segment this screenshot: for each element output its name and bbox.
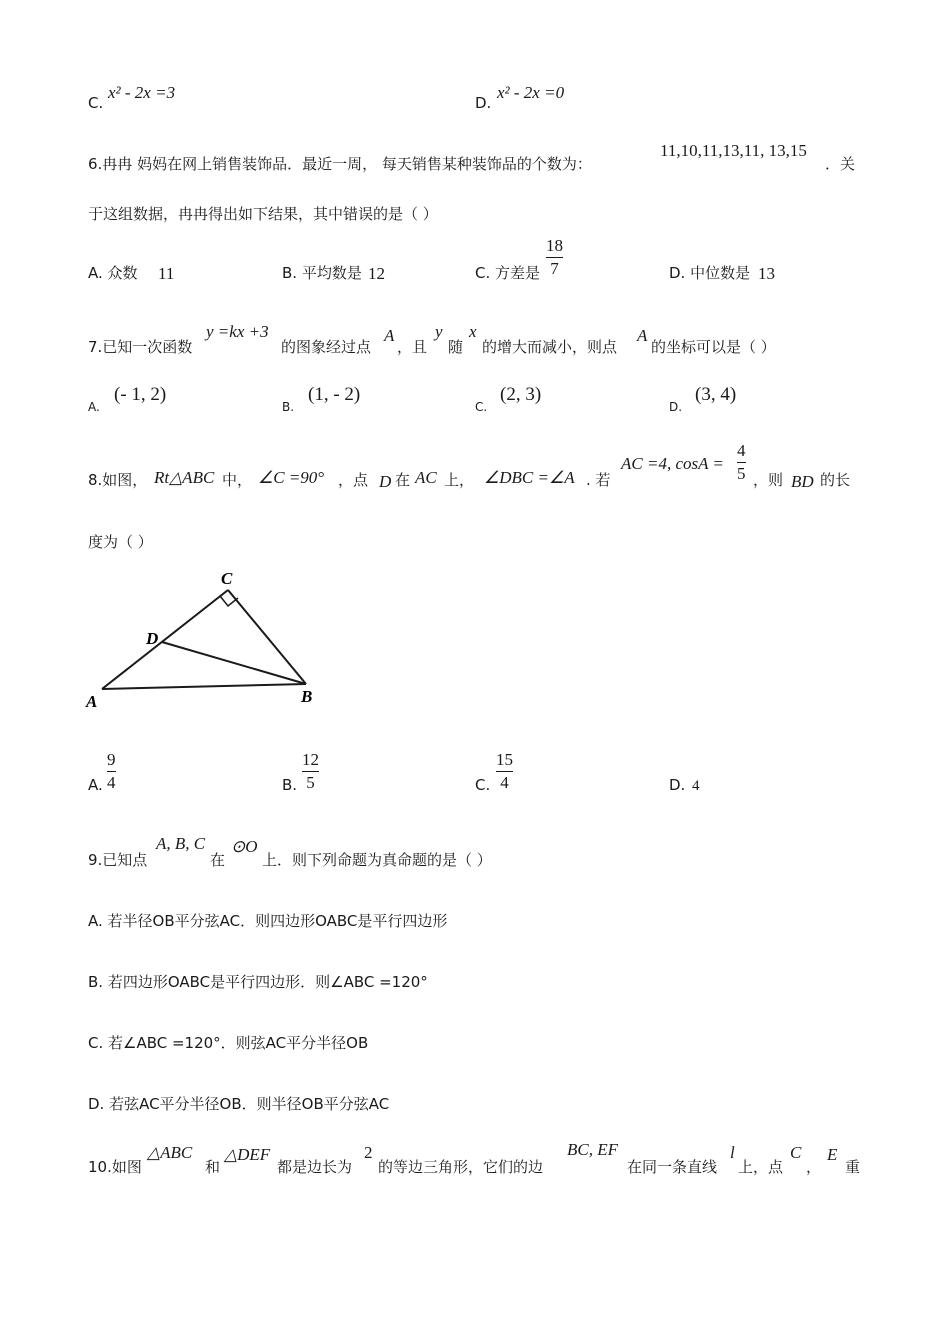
q7-option-d-value: (3, 4) [695,384,737,405]
q10-stem-b: 和 [205,1158,221,1176]
q8-stem-d: 在 [395,471,411,489]
q6-option-c-fraction [546,236,563,279]
q7-point-a-2: A [637,326,648,345]
segment-ab [102,684,306,689]
q7-point-a: A [384,326,395,345]
q10-stem-g: ， [806,1158,822,1176]
q7-var-x: x [469,322,477,341]
q8-segment-ac: AC [415,468,437,487]
q9-stem-b: 在 [210,851,226,869]
vertex-b-label: B [301,687,313,706]
q8-point-d: D [379,472,392,491]
q6-option-b-label: B. 平均数是 [282,264,362,282]
q7-var-y: y [435,322,443,341]
q8-stem-e: 上， [444,471,475,489]
q8-option-c-label: C. [475,776,491,794]
q6-stem-end: ．关 [825,155,856,173]
q10-stem-e: 在同一条直线 [627,1158,718,1176]
q8-stem-c: ，点 [338,471,369,489]
q9-stem-start: 9.已知点 [88,851,148,869]
q8-stem-b: 中， [222,471,253,489]
q8-stem-start: 8.如图， [88,471,148,489]
q7-option-a-label: A. [88,400,100,414]
q6-option-a-label: A. 众数 [88,264,138,282]
q7-stem-b: 的图象经过点 [281,338,372,356]
q8-stem-f: . 若 [586,471,611,489]
q7-stem-f: 的坐标可以是（ ） [651,338,776,356]
fraction-denominator: 7 [550,259,559,278]
q5-option-d-label: D. [475,94,492,112]
q5-option-c-label: C. [88,94,104,112]
q7-stem-d: 随 [448,338,464,356]
q8-triangle-figure [80,560,340,720]
q10-stem-d: 的等边三角形，它们的边 [378,1158,544,1176]
q10-segments: BC, EF [567,1140,618,1159]
q10-point-e: E [827,1145,838,1164]
fraction-denominator: 5 [306,773,315,792]
q8-option-a-fraction [107,750,116,793]
q7-stem-start: 7.已知一次函数 [88,338,193,356]
q9-option-b: B. 若四边形OABC是平行四边形．则∠ABC =120° [88,973,428,991]
q7-option-b-label: B. [282,400,295,414]
q10-point-c: C [790,1143,802,1162]
segment-ac [102,590,228,689]
q6-option-d-label: D. 中位数是 [669,264,751,282]
q8-option-b-label: B. [282,776,298,794]
q8-option-a-label: A. [88,776,103,794]
q9-option-c: C. 若∠ABC =120°．则弦AC平分半径OB [88,1034,369,1052]
vertex-d-label: D [146,629,159,648]
q9-option-d: D. 若弦AC平分半径OB．则半径OB平分弦AC [88,1095,390,1113]
q9-points: A, B, C [156,834,206,853]
q8-segment-bd: BD [791,472,814,491]
q8-angle-c: ∠C =90° [258,468,325,487]
fraction-numerator: 4 [737,441,746,460]
q9-option-a: A. 若半径OB平分弦AC．则四边形OABC是平行四边形 [88,912,448,930]
q8-stem-line2: 度为（ ） [88,533,153,551]
vertex-a-label: A [86,692,98,711]
q8-option-b-fraction [302,750,319,793]
fraction-denominator: 4 [500,773,509,792]
q7-option-a-value: (- 1, 2) [114,384,167,405]
q5-option-d-expr: x² - 2x =0 [497,83,565,102]
q9-circle: ⊙O [231,837,258,856]
q7-stem-c: ，且 [397,338,428,356]
q8-option-c-fraction [496,750,513,793]
fraction-denominator: 4 [107,773,116,792]
q8-condition: AC =4, cosA = [621,454,724,473]
q10-stem-c: 都是边长为 [277,1158,353,1176]
q7-stem-e: 的增大而减小，则点 [482,338,618,356]
q10-stem-f: 上，点 [738,1158,784,1176]
q10-side-length: 2 [364,1143,373,1162]
q6-option-b-value: 12 [368,264,385,283]
fraction-numerator: 9 [107,750,116,769]
q7-option-c-value: (2, 3) [500,384,542,405]
q6-stem-line2: 于这组数据，冉冉得出如下结果，其中错误的是（ ） [88,205,438,223]
q5-option-c-expr: x² - 2x =3 [108,83,176,102]
q8-option-d-value: 4 [692,778,700,794]
q9-stem-c: 上．则下列命题为真命题的是（ ） [262,851,492,869]
q8-angle-equation: ∠DBC =∠A [484,468,575,487]
q6-stem-line1: 6.冉冉 妈妈在网上销售装饰品．最近一周， 每天销售某种装饰品的个数为： [88,155,592,173]
q6-option-c-label: C. 方差是 [475,264,541,282]
q8-option-d-label: D. [669,776,686,794]
q8-triangle: Rt△ABC [154,468,215,487]
q8-stem-h: 的长 [820,471,851,489]
q10-stem-start: 10.如图 [88,1158,142,1176]
fraction-numerator: 12 [302,750,319,769]
fraction-numerator: 15 [496,750,513,769]
q7-option-c-label: C. [475,400,488,414]
q10-triangle-abc: △ABC [147,1143,193,1162]
q7-option-d-label: D. [669,400,683,414]
q10-stem-h: 重 [845,1158,861,1176]
q10-line-l: l [730,1143,735,1162]
segment-cb [228,590,306,684]
q8-stem-g: ，则 [753,471,784,489]
segment-db [162,642,306,684]
vertex-c-label: C [221,569,233,588]
fraction-numerator: 18 [546,236,563,255]
q6-data-values: 11,10,11,13,11, 13,15 [660,141,807,160]
q8-cos-fraction [737,441,746,484]
q10-triangle-def: △DEF [224,1145,271,1164]
q6-option-d-value: 13 [758,264,775,283]
q7-function: y =kx +3 [206,322,269,341]
q6-option-a-value: 11 [158,264,175,283]
fraction-denominator: 5 [737,464,746,483]
q7-option-b-value: (1, - 2) [308,384,361,405]
